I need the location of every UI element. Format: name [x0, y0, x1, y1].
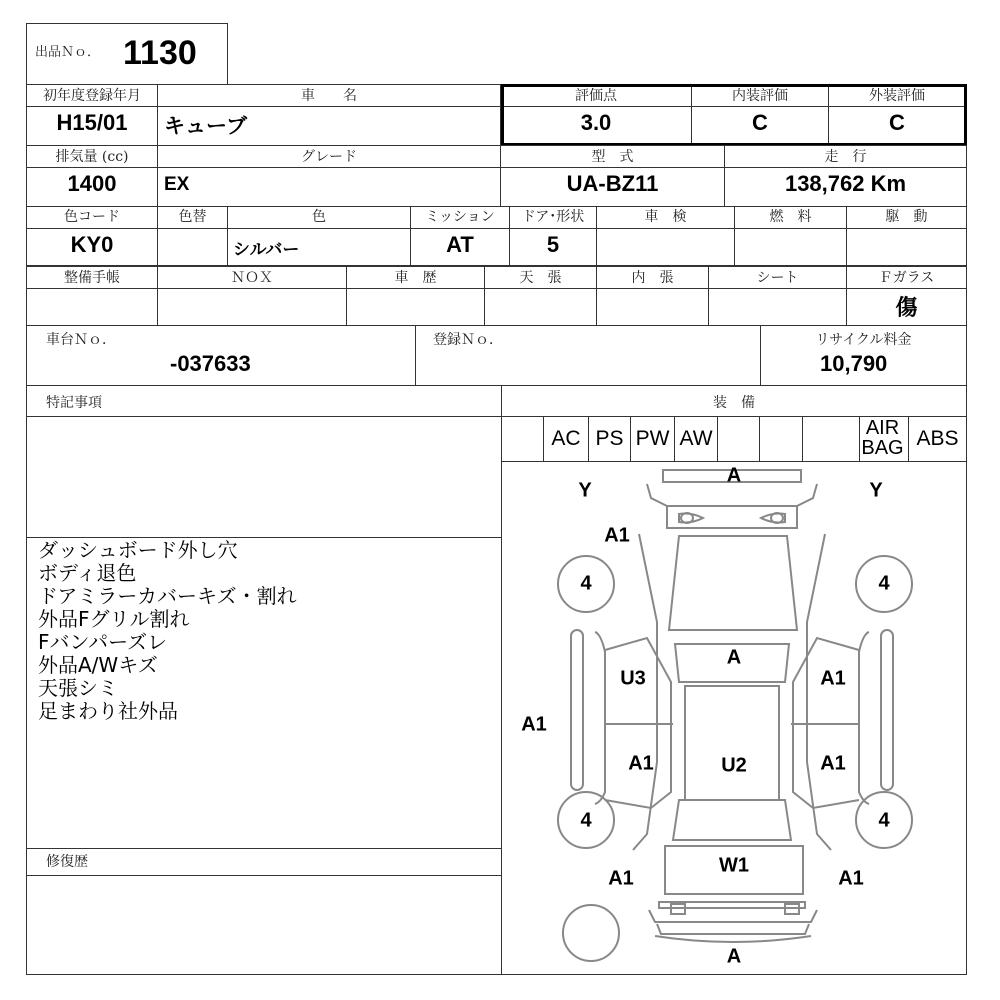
equipment-item-airbag: AIR BAG [861, 417, 904, 459]
model-value: UA-BZ11 [566, 171, 659, 196]
sunroof-label: 天 張 [519, 270, 562, 286]
mark-rear-bumper: A [726, 945, 742, 968]
note-line: 外品A/Wキズ [38, 653, 158, 677]
note-line: ダッシュボード外し穴 [38, 538, 238, 562]
mark-tire-rear-left: 4 [580, 809, 592, 832]
note-line: ボディ退色 [38, 561, 137, 585]
transmission-label: ミッション [425, 209, 495, 225]
mark-rear-door-right: A1 [820, 752, 846, 775]
equipment-item-ps: PS [595, 427, 624, 450]
seat-label: シート [756, 270, 799, 286]
interior-label: 内装評価 [732, 88, 788, 104]
f-glass-label: Ｆガラス [878, 270, 935, 286]
mark-roof: U2 [721, 754, 747, 777]
equipment-label: 装 備 [713, 395, 755, 411]
mark-front-door-left: U3 [620, 667, 646, 690]
exterior-value: C [889, 110, 905, 135]
car-diagram [501, 462, 967, 974]
note-line: 外品Fグリル割れ [38, 607, 190, 631]
mark-front-bumper: A [726, 464, 742, 487]
note-line: 足まわり社外品 [38, 699, 178, 723]
lot-number-label: 出品Ｎｏ． [35, 45, 101, 60]
grade-label: グレード [301, 149, 357, 165]
body-outline [571, 534, 893, 850]
maintenance-label: 整備手帳 [64, 270, 120, 286]
color-code-value: KY0 [70, 232, 114, 257]
mark-tire-front-left: 4 [580, 572, 592, 595]
spare-tire-circle [563, 905, 619, 961]
registration-label: 登録Ｎｏ． [433, 332, 503, 348]
mark-front-door-right: A1 [820, 667, 846, 690]
exterior-label: 外装評価 [869, 88, 925, 104]
grade-value: EX [164, 174, 190, 195]
color-value: シルバー [233, 240, 300, 260]
mark-front-fender-left: A1 [604, 524, 630, 547]
interior-value: C [752, 110, 768, 135]
mark-y-right: Y [869, 479, 883, 502]
displacement-value: 1400 [67, 171, 117, 196]
lot-number-box [26, 23, 228, 85]
nox-label: ＮＯＸ [231, 270, 273, 286]
equipment-item-ac: AC [551, 427, 581, 450]
notes-list [38, 539, 297, 723]
reg-date-value: H15/01 [56, 110, 128, 135]
history-label: 車 歴 [394, 270, 437, 286]
mark-rear-door-left: A1 [628, 752, 654, 775]
note-line: 天張シミ [38, 676, 118, 700]
car-name-value: キューブ [164, 114, 247, 138]
mileage-value: 138,762 Km [784, 171, 907, 196]
mark-windshield: A [726, 646, 742, 669]
note-line: Fバンパーズレ [38, 630, 168, 654]
equipment-item-pw: PW [635, 427, 670, 450]
door-label: ドア･形状 [521, 209, 585, 225]
recycle-label: リサイクル料金 [815, 332, 912, 348]
mark-y-left: Y [578, 479, 592, 502]
mark-left-side: A1 [521, 713, 547, 736]
color-change-label: 色替 [178, 209, 207, 225]
model-label: 型 式 [591, 149, 634, 165]
f-glass-value: 傷 [895, 296, 918, 321]
mark-rear-glass: W1 [719, 854, 749, 877]
reg-date-label: 初年度登録年月 [43, 88, 141, 104]
transmission-value: AT [446, 232, 474, 257]
mark-tire-rear-right: 4 [878, 809, 890, 832]
mark-tire-front-right: 4 [878, 572, 890, 595]
chassis-value: -037633 [170, 351, 251, 376]
mileage-label: 走 行 [824, 149, 867, 165]
notes-label: 特記事項 [46, 395, 102, 411]
displacement-label: 排気量 (cc) [55, 149, 129, 165]
drive-label: 駆 動 [885, 209, 928, 225]
score-value: 3.0 [580, 110, 612, 135]
interior-roof-label: 内 張 [631, 270, 674, 286]
score-label: 評価点 [575, 88, 617, 104]
equipment-item-abs: ABS [916, 427, 959, 450]
mark-rear-left: A1 [608, 867, 634, 890]
equipment-item-aw: AW [679, 427, 713, 450]
car-name-label: 車 名 [301, 88, 357, 104]
repair-label: 修復歴 [46, 854, 88, 870]
door-value: 5 [546, 232, 560, 257]
note-line: ドアミラーカバーキズ・割れ [38, 584, 297, 608]
color-code-label: 色コード [64, 209, 120, 225]
fuel-label: 燃 料 [769, 209, 812, 225]
mark-rear-right: A1 [838, 867, 864, 890]
chassis-label: 車台Ｎｏ． [46, 332, 116, 348]
recycle-value: 10,790 [820, 351, 888, 376]
inspection-label: 車 検 [644, 209, 687, 225]
color-label: 色 [312, 209, 326, 225]
lot-number: 1130 [123, 34, 197, 72]
